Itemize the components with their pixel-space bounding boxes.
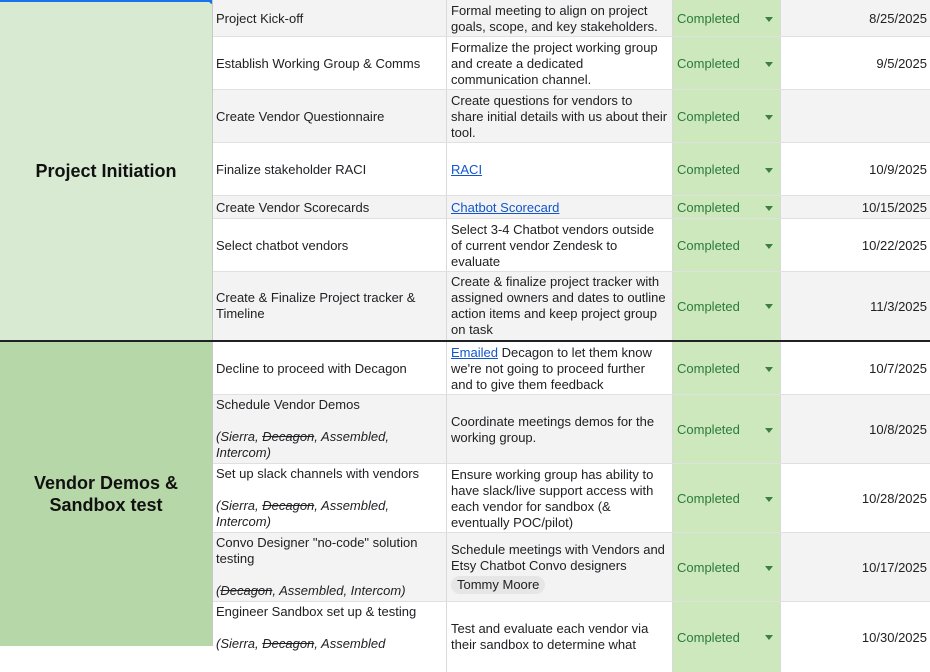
- table-row[interactable]: [213, 602, 930, 672]
- chevron-down-icon[interactable]: [765, 304, 773, 309]
- chevron-down-icon[interactable]: [765, 428, 773, 433]
- task-cell[interactable]: Set up slack channels with vendors (Sierra, Decagon, Assembled, Intercom): [213, 464, 447, 533]
- table-row[interactable]: [213, 219, 930, 272]
- status-dropdown[interactable]: Completed: [673, 395, 781, 464]
- chevron-down-icon[interactable]: [765, 206, 773, 211]
- task-cell[interactable]: Engineer Sandbox set up & testing (Sierra, Decagon, Assembled: [213, 602, 447, 672]
- date-cell[interactable]: 10/17/2025: [861, 560, 927, 575]
- date-cell[interactable]: 11/3/2025: [870, 298, 927, 314]
- status-dropdown[interactable]: Completed: [673, 196, 781, 219]
- date-cell[interactable]: 10/8/2025: [869, 422, 927, 437]
- vendor-list: (Sierra, Decagon, Assembled, Intercom): [216, 498, 389, 529]
- chevron-down-icon[interactable]: [765, 566, 773, 571]
- vendor-list: (Sierra, Decagon, Assembled, Intercom): [216, 429, 389, 460]
- chatbot-scorecard-link[interactable]: Chatbot Scorecard: [451, 199, 560, 215]
- task-cell[interactable]: Establish Working Group & Comms: [213, 37, 447, 90]
- task-cell[interactable]: Select chatbot vendors: [213, 219, 447, 272]
- status-dropdown[interactable]: Completed: [673, 90, 781, 143]
- phase-vendor-demos[interactable]: [0, 342, 212, 646]
- person-chip[interactable]: Tommy Moore: [451, 576, 545, 594]
- chevron-down-icon[interactable]: [765, 367, 773, 372]
- task-cell[interactable]: Convo Designer "no-code" solution testing (Decagon, Assembled, Intercom): [213, 533, 447, 602]
- selection-border: [0, 0, 212, 2]
- table-row[interactable]: [213, 37, 930, 90]
- chevron-down-icon[interactable]: [765, 168, 773, 173]
- table-row[interactable]: [213, 143, 930, 196]
- chevron-down-icon[interactable]: [765, 115, 773, 120]
- description-cell[interactable]: Test and evaluate each vendor via their sandbox to determine what: [447, 602, 673, 672]
- table-row[interactable]: [213, 395, 930, 464]
- table-row[interactable]: [213, 342, 930, 395]
- date-cell[interactable]: 10/15/2025: [861, 200, 927, 215]
- status-dropdown[interactable]: Completed: [673, 464, 781, 533]
- date-cell[interactable]: 10/22/2025: [861, 238, 927, 253]
- task-cell[interactable]: Create Vendor Questionnaire: [213, 90, 447, 143]
- description-cell[interactable]: Select 3-4 Chatbot vendors outside of current vendor Zendesk to evaluate: [447, 219, 673, 272]
- status-dropdown[interactable]: Completed: [673, 143, 781, 196]
- table-row[interactable]: [213, 533, 930, 602]
- task-cell[interactable]: Create & Finalize Project tracker & Timeline: [213, 272, 447, 340]
- description-cell[interactable]: Formalize the project working group and create a dedicated communication channel.: [447, 37, 673, 90]
- description-cell[interactable]: Emailed Decagon to let them know we're not going to proceed further and to give them feedback: [447, 342, 673, 395]
- task-cell[interactable]: Schedule Vendor Demos (Sierra, Decagon, Assembled, Intercom): [213, 395, 447, 464]
- chevron-down-icon[interactable]: [765, 62, 773, 67]
- date-cell[interactable]: 10/7/2025: [869, 361, 927, 376]
- status-dropdown[interactable]: Completed: [673, 533, 781, 602]
- chevron-down-icon[interactable]: [765, 244, 773, 249]
- status-dropdown[interactable]: Completed: [673, 272, 781, 340]
- chevron-down-icon[interactable]: [765, 497, 773, 502]
- phase-label: Project Initiation: [35, 160, 177, 181]
- description-cell[interactable]: Create & finalize project tracker with assigned owners and dates to outline action items and keep project group on task: [447, 272, 673, 340]
- description-cell[interactable]: [447, 143, 673, 196]
- status-dropdown[interactable]: Completed: [673, 0, 781, 37]
- phase-label: Vendor Demos & Sandbox test: [33, 473, 179, 515]
- status-dropdown[interactable]: Completed: [673, 342, 781, 395]
- task-cell[interactable]: Decline to proceed with Decagon: [213, 342, 447, 395]
- description-cell[interactable]: Ensure working group has ability to have slack/live support access with each vendor for sandbox (& eventually POC/pilot): [447, 464, 673, 533]
- description-cell[interactable]: Coordinate meetings demos for the working group.: [447, 395, 673, 464]
- phase-project-initiation[interactable]: [0, 0, 212, 341]
- description-cell[interactable]: [447, 196, 673, 219]
- table-row[interactable]: [213, 272, 930, 340]
- chevron-down-icon[interactable]: [765, 17, 773, 22]
- status-dropdown[interactable]: Completed: [673, 602, 781, 672]
- description-cell[interactable]: Create questions for vendors to share initial details with us about their tool.: [447, 90, 673, 143]
- chevron-down-icon[interactable]: [765, 635, 773, 640]
- task-cell[interactable]: Project Kick-off: [213, 0, 447, 37]
- date-cell[interactable]: [781, 90, 930, 143]
- status-dropdown[interactable]: Completed: [673, 37, 781, 90]
- vendor-list: (Decagon, Assembled, Intercom): [216, 583, 406, 598]
- raci-link[interactable]: RACI: [451, 161, 483, 177]
- table-row[interactable]: [213, 464, 930, 533]
- description-cell[interactable]: Schedule meetings with Vendors and Etsy Chatbot Convo designers Tommy Moore: [447, 533, 673, 602]
- date-cell[interactable]: 10/9/2025: [869, 162, 927, 177]
- date-cell[interactable]: 8/25/2025: [869, 11, 927, 26]
- status-dropdown[interactable]: Completed: [673, 219, 781, 272]
- date-cell[interactable]: 10/28/2025: [861, 491, 927, 506]
- emailed-link[interactable]: Emailed: [451, 344, 498, 360]
- table-row[interactable]: [213, 90, 930, 143]
- date-cell[interactable]: 9/5/2025: [876, 56, 927, 71]
- task-cell[interactable]: Create Vendor Scorecards: [213, 196, 447, 219]
- vendor-list: (Sierra, Decagon, Assembled: [216, 636, 386, 651]
- table-row[interactable]: [213, 0, 930, 37]
- date-cell[interactable]: 10/30/2025: [861, 629, 927, 645]
- table-row[interactable]: [213, 196, 930, 219]
- task-cell[interactable]: Finalize stakeholder RACI: [213, 143, 447, 196]
- description-cell[interactable]: Formal meeting to align on project goals, scope, and key stakeholders.: [447, 0, 673, 37]
